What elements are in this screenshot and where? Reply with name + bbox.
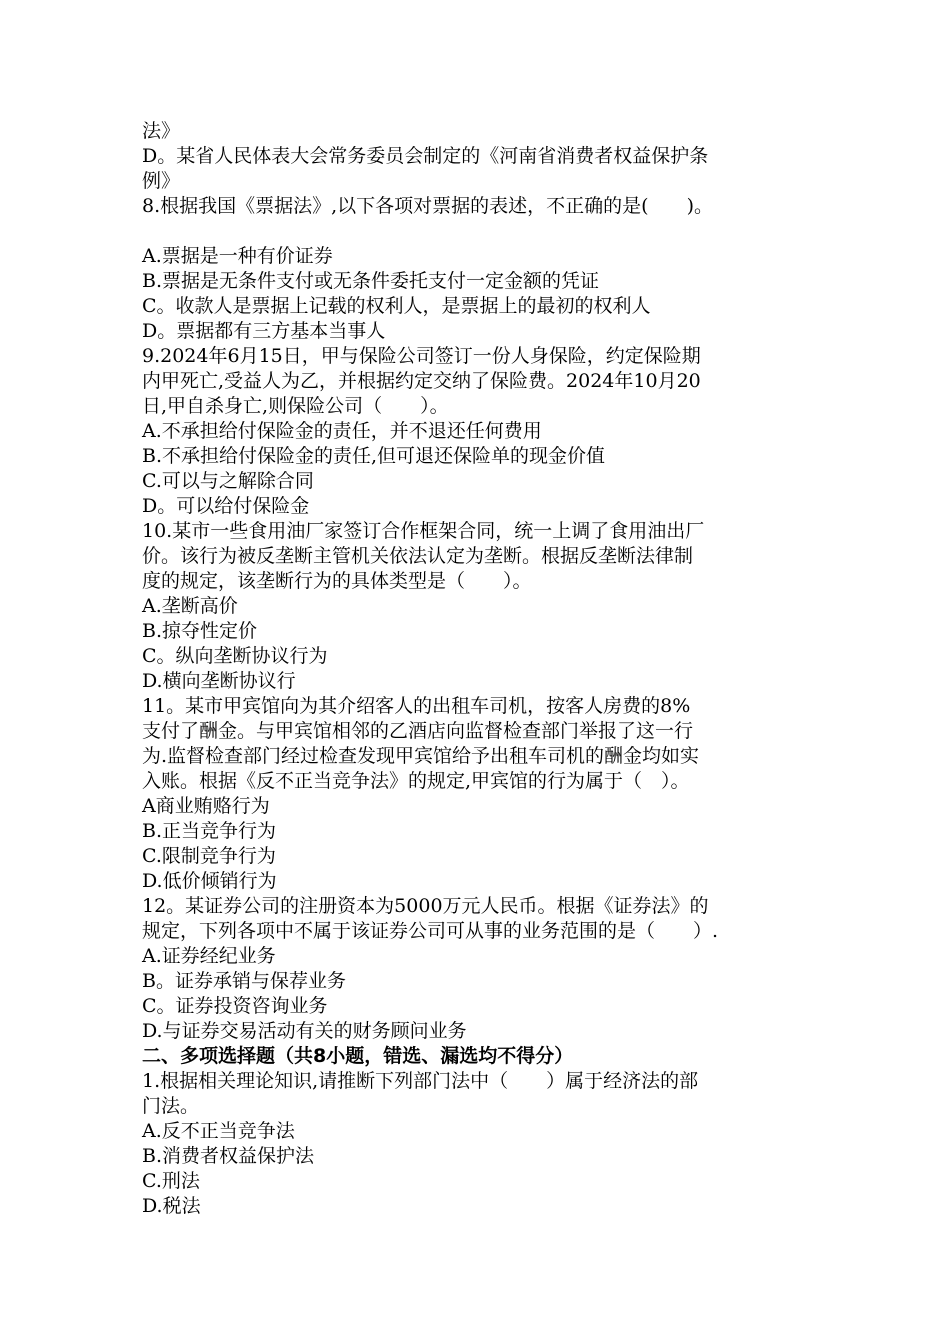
blank-line [142, 219, 822, 244]
question-9-stem: 9.2024年6月15日，甲与保险公司签订一份人身保险，约定保险期 [142, 345, 701, 367]
option-line: D.横向垄断协议行 [142, 670, 296, 692]
text-line: D。某省人民体表大会常务委员会制定的《河南省消费者权益保护条 [142, 145, 709, 167]
option-line: B.消费者权益保护法 [142, 1145, 315, 1167]
option-line: B.不承担给付保险金的责任,但可退还保险单的现金价值 [142, 445, 606, 467]
question-12-stem: 12。某证券公司的注册资本为5000万元人民币。根据《证券法》的 [142, 895, 709, 917]
question-8-stem: 8.根据我国《票据法》,以下各项对票据的表述，不正确的是( )。 [142, 195, 713, 217]
text-line: 规定，下列各项中不属于该证券公司可从事的业务范围的是（ ）. [142, 920, 719, 942]
option-line: B.票据是无条件支付或无条件委托支付一定金额的凭证 [142, 270, 600, 292]
document-page [142, 119, 822, 1219]
text-line: 内甲死亡,受益人为乙，并根据约定交纳了保险费。2024年10月20 [142, 370, 701, 392]
option-line: D.低价倾销行为 [142, 870, 277, 892]
option-line: C.刑法 [142, 1170, 200, 1192]
text-line: 度的规定，该垄断行为的具体类型是（ ）。 [142, 570, 532, 592]
text-line: 价。该行为被反垄断主管机关依法认定为垄断。根据反垄断法律制 [142, 545, 694, 567]
text-line: 法》 [142, 120, 181, 142]
option-line: A.反不正当竞争法 [142, 1120, 295, 1142]
text-line: 门法。 [142, 1095, 200, 1117]
question-11-stem: 11。某市甲宾馆向为其介绍客人的出租车司机，按客人房费的8% [142, 695, 691, 717]
option-line: B。证券承销与保荐业务 [142, 970, 346, 992]
option-line: C。纵向垄断协议行为 [142, 645, 328, 667]
option-line: D。可以给付保险金 [142, 495, 310, 517]
option-line: C.限制竞争行为 [142, 845, 276, 867]
option-line: A.票据是一种有价证券 [142, 245, 333, 267]
text-line: 入账。根据《反不正当竞争法》的规定,甲宾馆的行为属于（ ）。 [142, 770, 690, 792]
option-line: D.与证券交易活动有关的财务顾问业务 [142, 1020, 467, 1042]
text-line: 支付了酬金。与甲宾馆相邻的乙酒店向监督检查部门举报了这一行 [142, 720, 694, 742]
question-10-stem: 10.某市一些食用油厂家签订合作框架合同，统一上调了食用油出厂 [142, 520, 705, 542]
option-line: C。证券投资咨询业务 [142, 995, 328, 1017]
question-1-stem: 1.根据相关理论知识,请推断下列部门法中（ ）属于经济法的部 [142, 1070, 699, 1092]
option-line: B.正当竞争行为 [142, 820, 277, 842]
text-line: 例》 [142, 170, 181, 192]
option-line: A.垄断高价 [142, 595, 238, 617]
option-line: A商业贿赂行为 [142, 795, 270, 817]
option-line: C.可以与之解除合同 [142, 470, 314, 492]
option-line: D.税法 [142, 1195, 201, 1217]
text-line: 日,甲自杀身亡,则保险公司（ ）。 [142, 395, 449, 417]
option-line: A.证券经纪业务 [142, 945, 276, 967]
text-line: 为.监督检查部门经过检查发现甲宾馆给予出租车司机的酬金均如实 [142, 745, 700, 767]
option-line: D。票据都有三方基本当事人 [142, 320, 386, 342]
section-heading: 二、多项选择题（共8小题，错选、漏选均不得分） [142, 1045, 574, 1067]
option-line: C。收款人是票据上记载的权利人，是票据上的最初的权利人 [142, 295, 651, 317]
option-line: B.掠夺性定价 [142, 620, 258, 642]
option-line: A.不承担给付保险金的责任，并不退还任何费用 [142, 420, 542, 442]
